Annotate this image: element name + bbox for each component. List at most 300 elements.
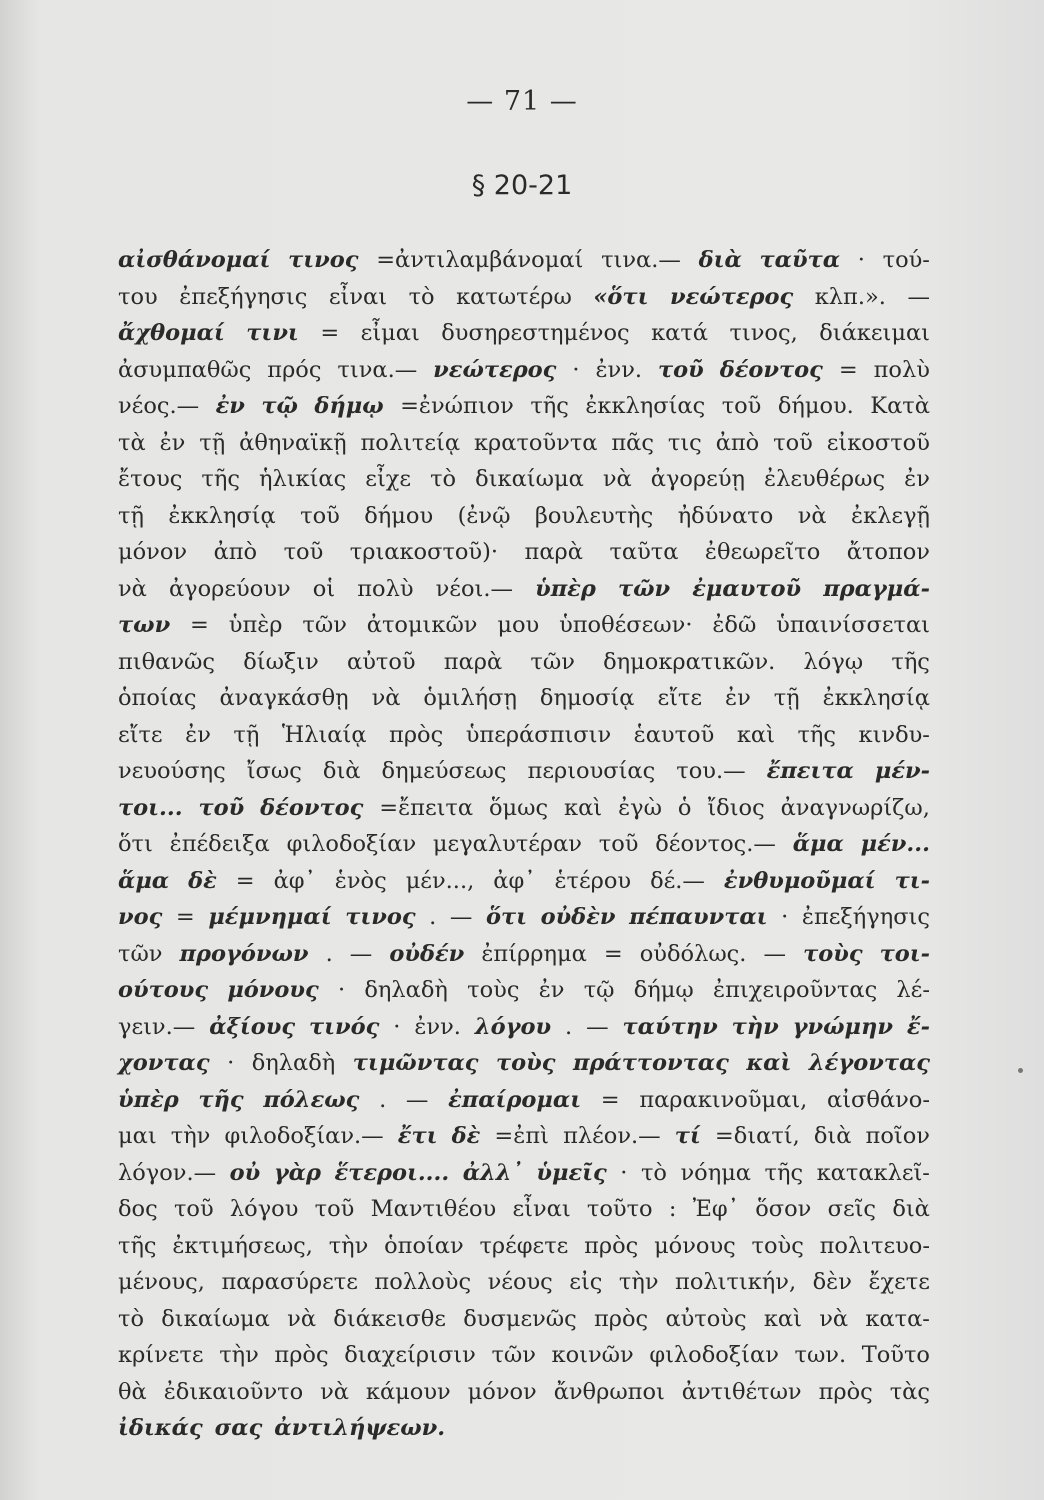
word: = <box>235 867 255 894</box>
lemma-word: τί <box>674 1123 701 1149</box>
word: Ἡλιαίᾳ <box>281 721 367 748</box>
word: ἐν <box>538 977 565 1003</box>
word: δηλαδὴ <box>251 1050 336 1076</box>
lemma-word: λέγοντας <box>808 1050 930 1076</box>
lemma-word: ὑπὲρ <box>535 575 596 602</box>
word: τὴν <box>328 1232 369 1259</box>
word: δικαίωμα <box>475 466 584 492</box>
word: λόγῳ <box>803 648 864 675</box>
word: =ἀντιλαμβάνομαί <box>376 247 584 273</box>
word: τοῦ <box>173 1196 214 1222</box>
word: ὅτι <box>118 831 153 857</box>
lemma-word: των <box>118 612 171 638</box>
word: ἐκκλησίᾳ <box>822 685 930 711</box>
word: δημοσίᾳ <box>539 685 635 711</box>
text-line <box>118 534 930 571</box>
word: ἀσυμπαθῶς <box>118 356 252 383</box>
word: πρὸς <box>818 1378 873 1405</box>
lemma-word: χοντας <box>118 1050 210 1076</box>
word: οἱ <box>312 575 336 602</box>
lemma-word: δὲ <box>451 1123 481 1149</box>
word: ἀτομικῶν <box>366 612 478 638</box>
word: ἐπεξήγησις <box>801 904 930 930</box>
word: φιλοδοξίαν <box>649 1342 779 1368</box>
word: ἄνθρωποι <box>553 1378 665 1405</box>
word: μόνον <box>118 539 188 565</box>
word: κατά <box>651 320 708 346</box>
lemma-word: ὑπὲρ <box>118 1086 179 1113</box>
lemma-word: οὐδὲν <box>540 904 616 930</box>
lemma-word: νεώτερος <box>433 356 557 383</box>
word: εἴτε <box>657 685 703 711</box>
word: ἔχετε <box>868 1269 930 1295</box>
word: Ἐφ᾽ <box>692 1196 739 1222</box>
word: τῶν <box>118 940 163 967</box>
word: ἐπίρρημα <box>481 940 587 967</box>
word: ἐκλεγῇ <box>851 502 930 529</box>
text-line <box>118 1264 930 1301</box>
word: πρὸς <box>584 1232 639 1259</box>
word: ἀγορεύουν <box>168 575 291 602</box>
word: μαι <box>118 1123 157 1149</box>
text-line <box>118 644 930 681</box>
word: . <box>565 1013 573 1040</box>
lemma-word: τοὺς <box>803 940 863 967</box>
lemma-word: τι- <box>894 867 930 894</box>
page-number: — 71 — <box>466 86 578 117</box>
word: πρός <box>267 356 322 383</box>
word: τοὺς <box>751 1232 804 1259</box>
word: = <box>190 612 209 638</box>
word: παρασύρετε <box>221 1269 358 1295</box>
word: ἐνν. <box>414 1013 461 1040</box>
word: εἰκοστοῦ <box>826 429 930 456</box>
word: · <box>620 1159 628 1186</box>
text-line <box>118 1009 930 1046</box>
word: Κατὰ <box>870 393 930 419</box>
lemma-word: ἀλλ᾽ <box>462 1159 523 1186</box>
word: τῆς <box>891 648 930 675</box>
word: θὰ <box>118 1378 147 1405</box>
word: · <box>781 904 789 930</box>
word: κρατοῦντα <box>473 429 598 456</box>
word: πᾶς <box>611 429 654 456</box>
lemma-word: τοῦ <box>198 794 245 821</box>
lemma-word: τινι <box>246 320 299 346</box>
word: = <box>320 320 340 346</box>
word: τὸ <box>118 1305 144 1332</box>
word: τὰς <box>889 1378 930 1405</box>
word: καὶ <box>736 721 775 748</box>
text-line <box>118 680 930 717</box>
word: τῆς <box>797 721 836 748</box>
word: τοῦ <box>721 393 762 419</box>
word: ἀθηναϊκῇ <box>239 429 347 456</box>
word: πιθανῶς <box>118 648 215 675</box>
word: τὴν <box>170 1123 211 1149</box>
word: πολιτείᾳ <box>360 429 461 456</box>
lemma-word: καὶ <box>746 1050 792 1076</box>
word: τὸ <box>640 1159 667 1186</box>
word: ὑπαινίσσεται <box>776 612 930 638</box>
text-line <box>118 753 930 790</box>
word: πρὸς <box>594 1305 649 1332</box>
text-line <box>118 790 930 827</box>
lemma-word: τῶν <box>617 575 671 602</box>
word: = <box>175 904 195 930</box>
word: μόνους <box>654 1232 736 1259</box>
word: τρέφετε <box>479 1232 569 1259</box>
word: φιλοδοξίαν <box>286 831 417 857</box>
word: ἐλευθέρως <box>764 466 886 492</box>
word: διὰ <box>892 1196 930 1222</box>
lemma-word: μέν... <box>860 831 930 857</box>
word: αὐτοὺς <box>665 1305 747 1332</box>
word: τοῦ <box>598 831 639 857</box>
word: μου <box>497 612 540 638</box>
lemma-word: τινος <box>345 904 416 930</box>
word: =ἔπειτα <box>379 794 474 821</box>
text-line <box>118 1155 930 1192</box>
text-line <box>118 388 930 425</box>
word: εἶμαι <box>360 320 420 346</box>
word: καὶ <box>763 1305 802 1332</box>
lemma-word: τῷ <box>261 393 298 419</box>
word: κατωτέρω <box>456 283 572 310</box>
text-line <box>118 936 930 973</box>
word: ὅμως <box>489 794 549 821</box>
word: πρὸς <box>274 1342 329 1368</box>
word: ἐκκλησίας <box>585 393 706 419</box>
word: τῶν <box>491 1342 536 1368</box>
lemma-word: σας <box>214 1415 263 1441</box>
word: δέ.— <box>650 867 705 894</box>
word: μένους, <box>118 1269 205 1295</box>
word: =ἐπὶ <box>494 1123 549 1149</box>
word: ὁποίαν <box>384 1232 464 1259</box>
word: τοῦ <box>314 1196 355 1222</box>
word: τινα.— <box>337 356 418 383</box>
word: τῇ <box>773 685 800 711</box>
word: κατα- <box>865 1305 930 1332</box>
text-line <box>118 279 930 316</box>
word: τὰ <box>118 429 146 456</box>
word: νέος.— <box>118 393 200 419</box>
word: κάμουν <box>365 1378 451 1405</box>
text-line <box>118 1118 930 1155</box>
word: : <box>668 1196 677 1222</box>
word: ἐν <box>185 721 211 748</box>
word: τῷ <box>583 977 615 1003</box>
word: ἀντιθέτων <box>681 1378 802 1405</box>
word: ἑνὸς <box>334 867 387 894</box>
text-line <box>118 352 930 389</box>
word: ἐδικαιοῦντο <box>163 1378 304 1405</box>
word: · <box>857 247 865 273</box>
word: δημοκρατικῶν. <box>603 648 776 675</box>
lemma-word: προγόνων <box>179 940 309 967</box>
word: ὁ <box>677 794 692 821</box>
word: =διατί, <box>714 1123 800 1149</box>
text-line <box>118 242 930 279</box>
word: τινος, <box>729 320 798 346</box>
lemma-word: ἔτι <box>397 1123 438 1149</box>
word: τοῦτο <box>586 1196 653 1222</box>
lemma-word: ὅτι <box>485 904 527 930</box>
lemma-word: ἐμαυτοῦ <box>692 575 802 602</box>
word: ἄτοπον <box>846 539 930 565</box>
word: · <box>572 356 580 383</box>
lemma-word: δὲ <box>188 867 217 894</box>
word: δηλαδὴ <box>364 977 448 1003</box>
word: ἑαυτοῦ <box>633 721 715 748</box>
lemma-word: ἰδικάς <box>118 1415 203 1441</box>
word: του.— <box>676 758 746 784</box>
word: τὴν <box>618 1269 659 1295</box>
word: — <box>586 1013 609 1040</box>
word: τινα.— <box>601 247 681 273</box>
lemma-word: νος <box>118 904 163 930</box>
word: ἡλικίας <box>258 466 347 492</box>
word: καὶ <box>564 794 603 821</box>
word: τῇ <box>233 721 260 748</box>
lemma-word: ἔπειτα <box>766 758 854 784</box>
word: διάκεισθε <box>333 1305 446 1332</box>
lemma-word: ἀντιλήψεων. <box>274 1415 446 1441</box>
word: πολὺ <box>873 356 930 383</box>
lemma-word: δέοντος <box>260 794 364 821</box>
lemma-word: ἅμα <box>792 831 844 857</box>
word: ἐκκλησίᾳ <box>168 502 276 529</box>
word: ἀφ᾽ <box>273 867 316 894</box>
word: ἐκτιμήσεως, <box>172 1232 313 1259</box>
word: πολιτικήν, <box>675 1269 797 1295</box>
word: ἀναγνωρίζω, <box>780 794 930 821</box>
text-line <box>118 1301 930 1338</box>
word: σεῖς <box>827 1196 877 1222</box>
word: ὁποίας <box>118 685 197 711</box>
word: ὁμιλήσῃ <box>423 685 517 711</box>
word: ἀγορεύῃ <box>650 466 745 492</box>
lemma-word: μέν- <box>874 758 930 784</box>
word: Μαντιθέου <box>370 1196 497 1222</box>
word: τῇ <box>118 502 144 529</box>
margin-speck <box>1018 1068 1023 1073</box>
text-line <box>118 461 930 498</box>
word: νὰ <box>602 466 632 492</box>
word: κλπ.». <box>814 283 886 310</box>
word: τῆς <box>118 1232 157 1259</box>
word: (ἐνῷ <box>457 502 511 529</box>
word: ἀφ᾽ <box>493 867 536 894</box>
word: ἐνν. <box>595 356 643 383</box>
lemma-word: οὐδέν <box>389 940 465 967</box>
text-line <box>118 1228 930 1265</box>
word: — <box>907 283 930 310</box>
word: πολιτευο- <box>819 1232 930 1259</box>
lemma-word: ταῦτα <box>759 247 841 273</box>
lemma-word: γὰρ <box>273 1159 321 1186</box>
word: — <box>405 1086 429 1113</box>
word: λόγον.— <box>118 1159 217 1186</box>
word: . <box>429 904 437 930</box>
word: ταῦτα <box>609 539 679 565</box>
lemma-word: «ὅτι <box>593 283 649 310</box>
word: ὅσον <box>755 1196 812 1222</box>
word: λόγου <box>229 1196 299 1222</box>
word: μεγαλυτέραν <box>432 831 582 857</box>
word: νὰ <box>797 502 827 529</box>
text-line <box>118 1191 930 1228</box>
word: τῆς <box>201 466 240 492</box>
lemma-word: ἐνθυμοῦμαί <box>723 867 876 894</box>
word: = <box>838 356 858 383</box>
lemma-word: οὐ <box>229 1159 261 1186</box>
word: πλέον.— <box>563 1123 661 1149</box>
word: φιλοδοξίαν.— <box>224 1123 384 1149</box>
lemma-word: λόγου <box>474 1013 552 1040</box>
lemma-word: δέοντος <box>719 356 823 383</box>
word: νέοι.— <box>435 575 513 602</box>
word: — <box>449 904 473 930</box>
word: τὸ <box>408 283 435 310</box>
word: νὰ <box>320 1378 349 1405</box>
word: δίωξιν <box>243 648 319 675</box>
word: τῆς <box>764 1159 804 1186</box>
lemma-word: ἐν <box>215 393 245 419</box>
lemma-word: ἅμα <box>118 867 170 894</box>
lemma-word: τοὺς <box>496 1050 556 1076</box>
word: πρὸς <box>389 721 444 748</box>
word: κρίνετε <box>118 1342 204 1368</box>
lemma-word: μέμνημαί <box>208 904 332 930</box>
word: του <box>118 283 158 310</box>
word: εἶναι <box>328 283 388 310</box>
word: =ἐνώπιον <box>400 393 514 419</box>
word: ἴδιος <box>707 794 765 821</box>
text-line <box>118 1374 930 1411</box>
word: ἐν <box>725 685 751 711</box>
word: = <box>600 1086 620 1113</box>
lemma-word: ἕτεροι.... <box>334 1159 450 1186</box>
word: ἀναγκάσθῃ <box>219 685 349 711</box>
text-line <box>118 498 930 535</box>
word: δήμου. <box>777 393 854 419</box>
text-line <box>118 425 930 462</box>
word: τῆς <box>530 393 569 419</box>
word: εἶχε <box>365 466 412 492</box>
text-line <box>118 315 930 352</box>
word: · <box>337 977 346 1003</box>
word: παρὰ <box>524 539 583 565</box>
lemma-word: πέπαυνται <box>629 904 768 930</box>
word: δήμῳ <box>633 977 694 1003</box>
word: των. <box>794 1342 847 1368</box>
text-line <box>118 1410 930 1447</box>
word: δὲν <box>812 1269 852 1295</box>
text-line <box>118 1045 930 1082</box>
section-heading: § 20-21 <box>471 170 573 201</box>
lemma-word: ούτους <box>118 977 209 1003</box>
word: ἐγὼ <box>618 794 662 821</box>
lemma-word: νεώτερος <box>670 283 794 310</box>
word: εἶναι <box>512 1196 571 1222</box>
lemma-word: τῆς <box>198 1086 244 1113</box>
lemma-word: ἄχθομαί <box>118 320 225 346</box>
word: διὰ <box>813 1123 852 1149</box>
word: νέους <box>487 1269 553 1295</box>
word: παρὰ <box>443 648 503 675</box>
word: κατακλεῖ- <box>816 1159 930 1186</box>
word: ἀπὸ <box>213 539 258 565</box>
word: λέ- <box>896 977 930 1003</box>
word: νὰ <box>819 1305 849 1332</box>
word: ἐν <box>159 429 186 456</box>
word: — <box>349 940 373 967</box>
commentary-text <box>118 242 930 1447</box>
word: οὐδόλως. <box>639 940 747 967</box>
word: — <box>763 940 786 967</box>
word: νευούσης <box>118 758 226 784</box>
word: τοὺς <box>467 977 520 1003</box>
word: τού- <box>882 247 930 273</box>
lemma-word: τοῦ <box>657 356 704 383</box>
text-line <box>118 1082 930 1119</box>
word: ἐν <box>904 466 930 492</box>
word: τις <box>667 429 702 456</box>
lemma-word: ὑμεῖς <box>536 1159 607 1186</box>
word: περιουσίας <box>527 758 656 784</box>
word: · <box>393 1013 401 1040</box>
word: βουλευτὴς <box>534 502 654 529</box>
word: νὰ <box>371 685 401 711</box>
word: νὰ <box>287 1305 317 1332</box>
word: δικαίωμα <box>161 1305 270 1332</box>
lemma-word: γνώμην <box>792 1013 893 1040</box>
lemma-word: τινός <box>308 1013 380 1040</box>
word: . <box>325 940 333 967</box>
lemma-word: ἀξίους <box>209 1013 296 1040</box>
word: μέν..., <box>405 867 475 894</box>
word: τῇ <box>199 429 226 456</box>
word: ἐδῶ <box>712 612 757 638</box>
word: δήμου <box>364 502 434 529</box>
lemma-word: δήμῳ <box>314 393 384 419</box>
word: δος <box>118 1196 158 1222</box>
lemma-word: πράττοντας <box>572 1050 729 1076</box>
word: μόνον <box>467 1378 537 1405</box>
text-line <box>118 899 930 936</box>
word: αὐτοῦ <box>347 648 416 675</box>
text-line <box>118 863 930 900</box>
word: ὑποθέσεων· <box>559 612 693 638</box>
lemma-word: μόνους <box>227 977 319 1003</box>
word: ποῖον <box>865 1123 930 1149</box>
word: εἰς <box>569 1269 603 1295</box>
word: ἀπὸ <box>715 429 760 456</box>
lemma-word: διὰ <box>698 247 742 273</box>
word: τοῦ <box>773 429 813 456</box>
lemma-word: ἐπαίρομαι <box>448 1086 582 1113</box>
lemma-word: πόλεως <box>263 1086 360 1113</box>
word: πολλοὺς <box>374 1269 472 1295</box>
word: αἰσθάνο- <box>827 1086 930 1113</box>
word: δημεύσεως <box>381 758 507 784</box>
word: · <box>227 1050 235 1076</box>
word: τὸ <box>430 466 457 492</box>
text-line <box>118 972 930 1009</box>
word: δέοντος.— <box>655 831 776 857</box>
